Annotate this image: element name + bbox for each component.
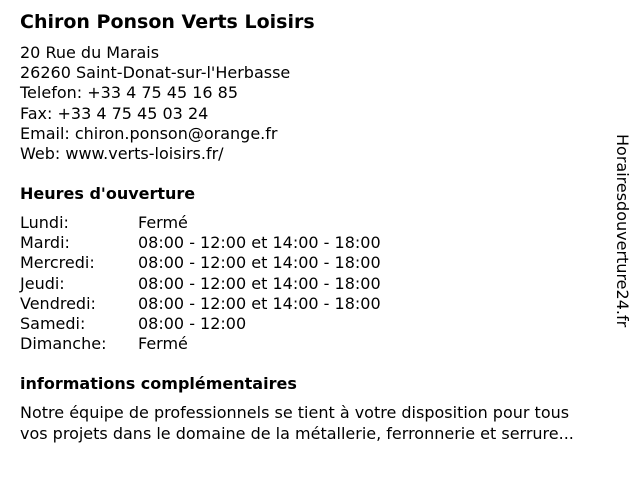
watermark-text: Horairesdouverture24.fr: [613, 134, 632, 328]
hours-table: [20, 213, 381, 354]
hours-row-wednesday: [20, 253, 381, 273]
phone-number[interactable]: Telefon: +33 4 75 45 16 85: [20, 83, 239, 103]
day-hours: 08:00 - 12:00 et 14:00 - 18:00: [138, 253, 381, 273]
day-label: Jeudi:: [20, 273, 65, 293]
hours-row-tuesday: [20, 233, 381, 253]
info-line: Notre équipe de professionnels se tient à votre disposition pour tous: [20, 403, 570, 422]
day-label: Vendredi:: [20, 293, 96, 313]
day-hours: 08:00 - 12:00 et 14:00 - 18:00: [138, 233, 381, 253]
email-address[interactable]: Email: chiron.ponson@orange.fr: [20, 123, 278, 143]
day-hours: Fermé: [138, 213, 188, 232]
contact-block: [20, 43, 290, 164]
hours-row-sunday: [20, 334, 381, 354]
fax-number: Fax: +33 4 75 45 03 24: [20, 103, 209, 123]
info-text: [20, 403, 630, 444]
hours-heading: Heures d'ouverture: [20, 184, 196, 203]
hours-row-thursday: [20, 274, 381, 294]
day-label: Mardi:: [20, 233, 70, 253]
info-heading: informations complémentaires: [20, 374, 297, 393]
info-line: vos projets dans le domaine de la métallerie, ferronnerie et serrure...: [20, 423, 574, 443]
day-hours: Fermé: [138, 334, 188, 354]
hours-row-saturday: [20, 314, 381, 334]
day-label: Lundi:: [20, 213, 69, 232]
address-street: 20 Rue du Marais: [20, 43, 160, 62]
address-city: 26260 Saint-Donat-sur-l'Herbasse: [20, 63, 291, 83]
watermark: [612, 134, 634, 344]
website-link[interactable]: Web: www.verts-loisirs.fr/: [20, 144, 224, 164]
day-label: Mercredi:: [20, 253, 95, 273]
hours-row-friday: [20, 294, 381, 314]
hours-row-monday: [20, 213, 381, 233]
day-hours: 08:00 - 12:00 et 14:00 - 18:00: [138, 273, 381, 293]
business-name: Chiron Ponson Verts Loisirs: [20, 11, 315, 33]
day-label: Dimanche:: [20, 334, 107, 354]
day-label: Samedi:: [20, 313, 86, 333]
day-hours: 08:00 - 12:00 et 14:00 - 18:00: [138, 293, 381, 313]
day-hours: 08:00 - 12:00: [138, 313, 247, 333]
